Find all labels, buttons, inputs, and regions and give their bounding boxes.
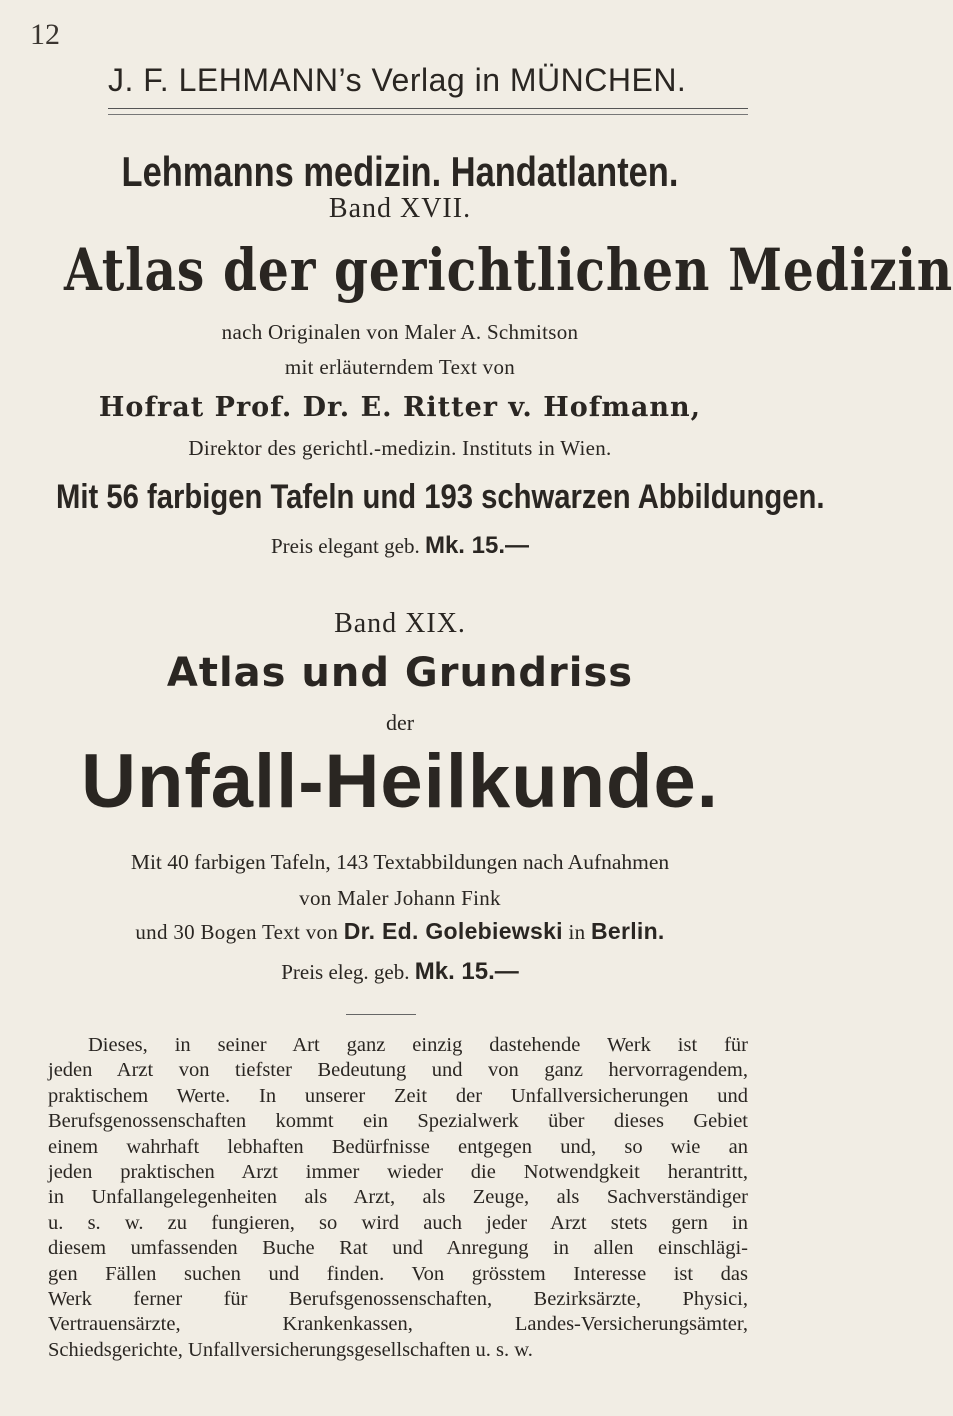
volume2-author-prefix: und 30 Bogen Text von (135, 920, 339, 944)
series-title: Lehmanns medizin. Handatlanten. (121, 148, 679, 195)
volume2-painter-line: von Maler Johann Fink (299, 886, 501, 910)
description-line: Vertrauensärzte, Krankenkassen, Landes-Versicherungsämter, (48, 1313, 748, 1336)
volume1-author: Hofrat Prof. Dr. E. Ritter v. Hofmann, (98, 392, 702, 423)
description-line: Werk ferner für Berufsgenossenschaften, Bezirksärzte, Physici, (48, 1288, 748, 1311)
description-line: in Unfallangelegenheiten als Arzt, als Zeuge, als Sachverständiger (48, 1186, 748, 1209)
volume2-plates-line: Mit 40 farbigen Tafeln, 143 Textabbildungen nach Aufnahmen (130, 850, 670, 874)
volume1-band: Band XVII. (328, 193, 472, 224)
volume2-title-main: Unfall-Heilkunde. (81, 739, 719, 824)
volume1-price (0, 532, 800, 560)
volume2-price (0, 958, 800, 986)
page-number: 12 (30, 18, 60, 51)
description-line: praktischem Werte. In unserer Zeit der Unfallversicherungen und (48, 1084, 748, 1107)
description-line: Berufsgenossenschaften kommt ein Spezialwerk über dieses Gebiet (48, 1110, 748, 1133)
volume2-author-in: in (568, 920, 586, 944)
volume1-illustrations: Mit 56 farbigen Tafeln und 193 schwarzen Abbildungen. (56, 478, 825, 516)
volume2-author-city: Berlin. (590, 918, 665, 944)
volume2-title-der: der (385, 710, 415, 735)
volume2-price-label: Preis eleg. geb. (281, 960, 410, 984)
description-line: jeden praktischen Arzt immer wieder die Notwendgkeit herantritt, (48, 1161, 748, 1184)
volume2-author: Dr. Ed. Golebiewski (343, 918, 563, 944)
description-line: Dieses, in seiner Art ganz einzig dastehende Werk ist für (88, 1034, 748, 1056)
volume1-price-label: Preis elegant geb. (271, 534, 420, 558)
description-paragraph (48, 1033, 748, 1363)
publisher-header: J. F. LEHMANN’s Verlag in MÜNCHEN. (108, 62, 687, 98)
header-divider (108, 108, 748, 115)
section-divider (346, 1014, 416, 1015)
volume1-price-value: Mk. 15.— (424, 532, 529, 559)
volume1-originals-line: nach Originalen von Maler A. Schmitson (221, 320, 579, 344)
volume2-band: Band XIX. (334, 608, 466, 639)
volume1-text-line: mit erläuterndem Text von (284, 355, 516, 379)
description-line: gen Fällen suchen und finden. Von grösstem Interesse ist das (48, 1262, 748, 1285)
volume2-price-value: Mk. 15.— (414, 958, 519, 985)
description-line: u. s. w. zu fungieren, so wird auch jeder Arzt stets gern in (48, 1211, 748, 1234)
volume2-author-line (0, 918, 800, 945)
description-line: jeden Arzt von tiefster Bedeutung und von ganz hervorragendem, (48, 1059, 748, 1082)
description-line: diesem umfassenden Buche Rat und Anregung in allen einschlägi- (48, 1237, 748, 1260)
volume2-title: Atlas und Grundriss (166, 650, 634, 696)
volume1-title: Atlas der gerichtlichen Medizin (64, 236, 953, 304)
volume1-author-position: Direktor des gerichtl.-medizin. Instituts in Wien. (188, 436, 612, 460)
description-line: Schiedsgerichte, Unfallversicherungsgesellschaften u. s. w. (48, 1338, 533, 1361)
description-line: einem wahrhaft lebhaften Bedürfnisse entgegen und, so wie an (48, 1135, 748, 1158)
